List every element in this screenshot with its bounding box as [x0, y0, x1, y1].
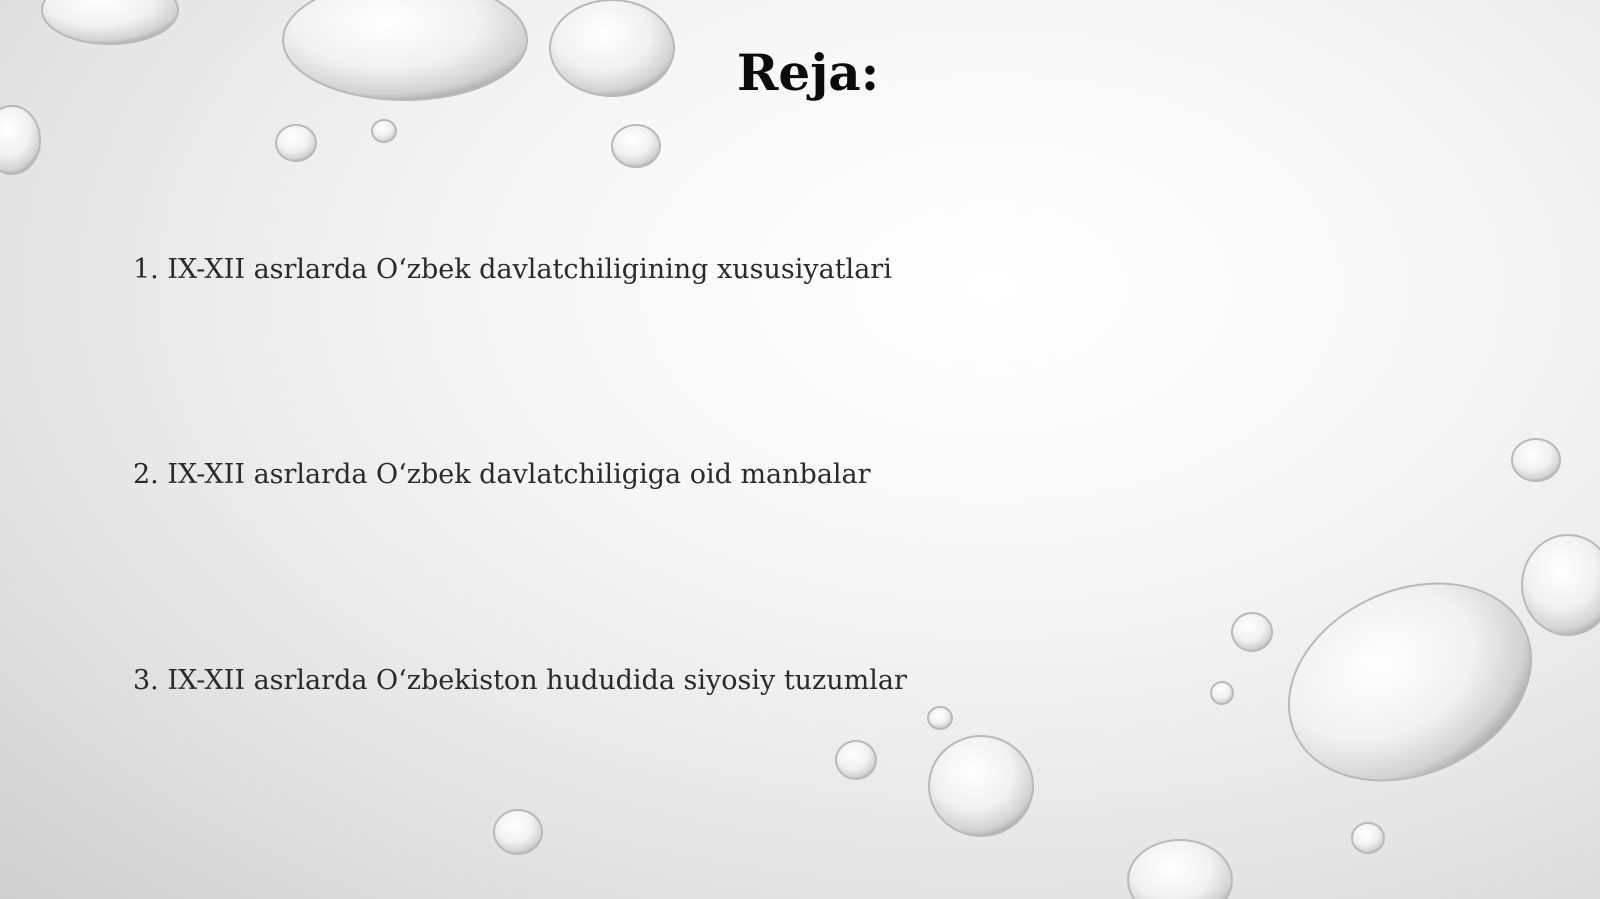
plan-item: 2. IX-XII asrlarda O‘zbek davlatchiligiga oid manbalar [133, 459, 871, 490]
plan-item: 1. IX-XII asrlarda O‘zbek davlatchiligining xususiyatlari [133, 254, 892, 285]
plan-item: 3. IX-XII asrlarda O‘zbekiston hududida siyosiy tuzumlar [133, 665, 907, 696]
slide-title: Reja: [736, 43, 880, 102]
